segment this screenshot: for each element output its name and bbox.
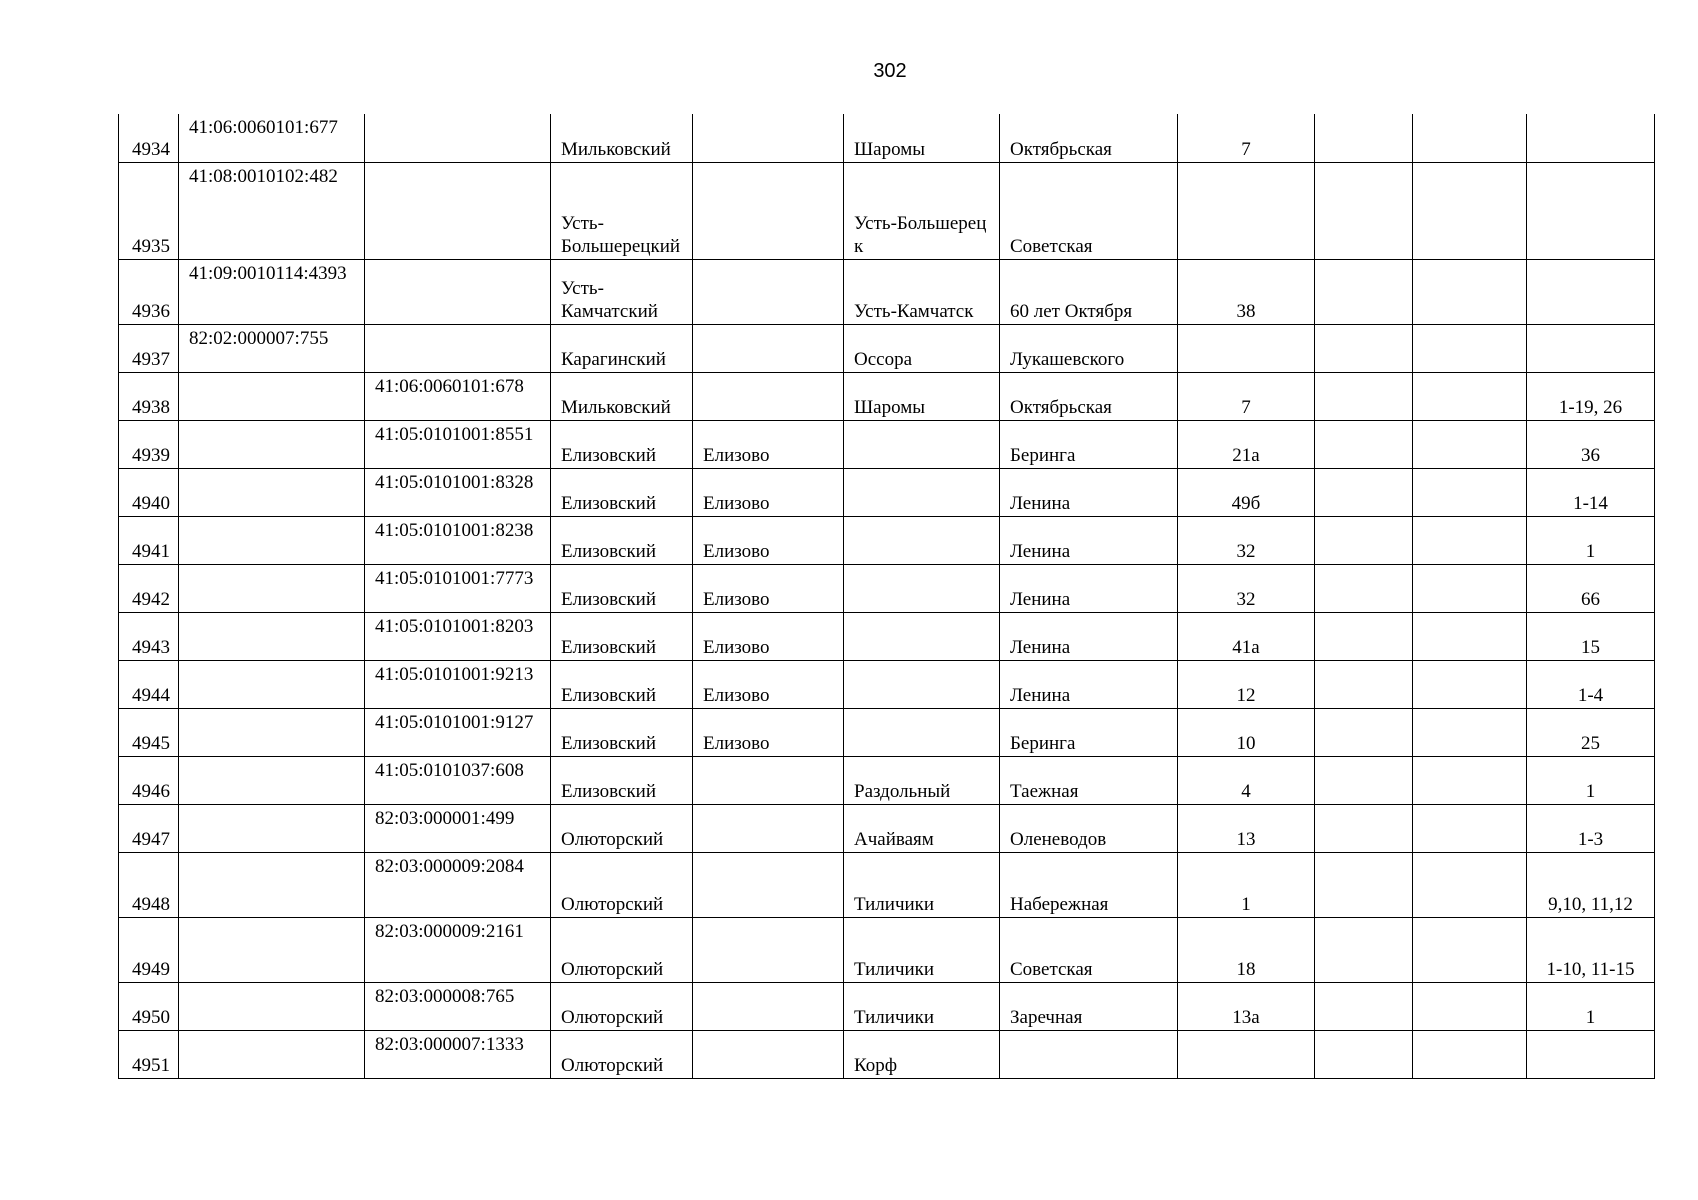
row-number: 4939 <box>119 420 179 468</box>
building-cell <box>1315 114 1413 162</box>
building-cell <box>1315 259 1413 324</box>
district-cell: Елизовский <box>551 612 693 660</box>
district-cell: Олюторский <box>551 852 693 917</box>
house-cell: 1 <box>1178 852 1315 917</box>
table-row <box>119 516 1655 564</box>
street-cell: Беринга <box>1000 420 1178 468</box>
cadastral-number-premises <box>365 162 551 259</box>
district-cell: Елизовский <box>551 708 693 756</box>
district-cell: Усть-Камчатский <box>551 259 693 324</box>
district-cell: Елизовский <box>551 756 693 804</box>
table-row <box>119 259 1655 324</box>
flat-cell: 1 <box>1527 756 1655 804</box>
city-cell: Елизово <box>693 564 844 612</box>
settlement-cell <box>844 420 1000 468</box>
table-row <box>119 982 1655 1030</box>
house-cell: 13а <box>1178 982 1315 1030</box>
flat-cell: 66 <box>1527 564 1655 612</box>
cadastral-number-premises: 82:03:000001:499 <box>365 804 551 852</box>
house-cell <box>1178 1030 1315 1078</box>
district-cell: Олюторский <box>551 982 693 1030</box>
district-cell: Олюторский <box>551 917 693 982</box>
city-cell <box>693 982 844 1030</box>
settlement-cell <box>844 708 1000 756</box>
street-cell: Оленеводов <box>1000 804 1178 852</box>
page-number: 302 <box>873 60 907 82</box>
flat-cell: 36 <box>1527 420 1655 468</box>
structure-cell <box>1413 756 1527 804</box>
row-number: 4947 <box>119 804 179 852</box>
cadastral-number-building <box>179 612 365 660</box>
structure-cell <box>1413 468 1527 516</box>
street-cell: Лукашевского <box>1000 324 1178 372</box>
building-cell <box>1315 564 1413 612</box>
house-cell: 18 <box>1178 917 1315 982</box>
city-cell <box>693 804 844 852</box>
building-cell <box>1315 917 1413 982</box>
structure-cell <box>1413 114 1527 162</box>
table-row <box>119 162 1655 259</box>
cadastral-number-building <box>179 1030 365 1078</box>
street-cell: Ленина <box>1000 468 1178 516</box>
flat-cell: 1-4 <box>1527 660 1655 708</box>
settlement-cell <box>844 564 1000 612</box>
cadastral-number-premises <box>365 114 551 162</box>
city-cell <box>693 259 844 324</box>
street-cell: Беринга <box>1000 708 1178 756</box>
building-cell <box>1315 516 1413 564</box>
table-row <box>119 1030 1655 1078</box>
cadastral-number-building <box>179 982 365 1030</box>
flat-cell: 1 <box>1527 982 1655 1030</box>
table-row <box>119 564 1655 612</box>
building-cell <box>1315 324 1413 372</box>
building-cell <box>1315 852 1413 917</box>
street-cell: Ленина <box>1000 660 1178 708</box>
structure-cell <box>1413 852 1527 917</box>
cadastral-number-premises: 82:03:000009:2084 <box>365 852 551 917</box>
structure-cell <box>1413 917 1527 982</box>
house-cell: 21а <box>1178 420 1315 468</box>
cadastral-number-premises: 41:05:0101037:608 <box>365 756 551 804</box>
house-cell: 49б <box>1178 468 1315 516</box>
house-cell: 12 <box>1178 660 1315 708</box>
table-row <box>119 372 1655 420</box>
district-cell: Усть-Большерецкий <box>551 162 693 259</box>
row-number: 4945 <box>119 708 179 756</box>
building-cell <box>1315 612 1413 660</box>
structure-cell <box>1413 612 1527 660</box>
table-row <box>119 917 1655 982</box>
table-row <box>119 612 1655 660</box>
district-cell: Елизовский <box>551 420 693 468</box>
structure-cell <box>1413 324 1527 372</box>
cadastral-number-building <box>179 804 365 852</box>
structure-cell <box>1413 660 1527 708</box>
building-cell <box>1315 804 1413 852</box>
row-number: 4951 <box>119 1030 179 1078</box>
city-cell <box>693 852 844 917</box>
street-cell: Заречная <box>1000 982 1178 1030</box>
row-number: 4936 <box>119 259 179 324</box>
city-cell <box>693 324 844 372</box>
cadastral-number-premises: 41:05:0101001:9127 <box>365 708 551 756</box>
settlement-cell <box>844 516 1000 564</box>
city-cell: Елизово <box>693 612 844 660</box>
structure-cell <box>1413 516 1527 564</box>
flat-cell: 9,10, 11,12 <box>1527 852 1655 917</box>
cadastral-number-building <box>179 468 365 516</box>
cadastral-number-premises: 41:05:0101001:8203 <box>365 612 551 660</box>
cadastral-number-premises: 41:05:0101001:7773 <box>365 564 551 612</box>
city-cell <box>693 162 844 259</box>
settlement-cell: Раздольный <box>844 756 1000 804</box>
table-row <box>119 468 1655 516</box>
district-cell: Елизовский <box>551 468 693 516</box>
building-cell <box>1315 162 1413 259</box>
structure-cell <box>1413 982 1527 1030</box>
city-cell: Елизово <box>693 468 844 516</box>
row-number: 4940 <box>119 468 179 516</box>
district-cell: Елизовский <box>551 516 693 564</box>
street-cell: 60 лет Октября <box>1000 259 1178 324</box>
structure-cell <box>1413 804 1527 852</box>
flat-cell: 25 <box>1527 708 1655 756</box>
structure-cell <box>1413 1030 1527 1078</box>
district-cell: Елизовский <box>551 660 693 708</box>
settlement-cell: Ачайваям <box>844 804 1000 852</box>
street-cell: Ленина <box>1000 564 1178 612</box>
cadastral-number-premises: 82:03:000007:1333 <box>365 1030 551 1078</box>
cadastral-number-building <box>179 917 365 982</box>
cadastral-number-building: 41:09:0010114:4393 <box>179 259 365 324</box>
building-cell <box>1315 708 1413 756</box>
district-cell: Мильковский <box>551 372 693 420</box>
house-cell: 7 <box>1178 372 1315 420</box>
row-number: 4944 <box>119 660 179 708</box>
building-cell <box>1315 468 1413 516</box>
settlement-cell <box>844 612 1000 660</box>
house-cell: 13 <box>1178 804 1315 852</box>
flat-cell: 1-10, 11-15 <box>1527 917 1655 982</box>
cadastral-number-building: 41:06:0060101:677 <box>179 114 365 162</box>
building-cell <box>1315 372 1413 420</box>
building-cell <box>1315 1030 1413 1078</box>
city-cell: Елизово <box>693 708 844 756</box>
city-cell <box>693 114 844 162</box>
table-row <box>119 756 1655 804</box>
row-number: 4935 <box>119 162 179 259</box>
cadastral-number-premises: 41:05:0101001:8551 <box>365 420 551 468</box>
structure-cell <box>1413 372 1527 420</box>
cadastral-number-premises <box>365 259 551 324</box>
city-cell <box>693 372 844 420</box>
city-cell <box>693 917 844 982</box>
district-cell: Мильковский <box>551 114 693 162</box>
flat-cell <box>1527 162 1655 259</box>
street-cell: Советская <box>1000 917 1178 982</box>
cadastral-number-building <box>179 852 365 917</box>
flat-cell: 1 <box>1527 516 1655 564</box>
structure-cell <box>1413 162 1527 259</box>
registry-body <box>119 114 1655 1078</box>
flat-cell <box>1527 324 1655 372</box>
settlement-cell <box>844 468 1000 516</box>
street-cell: Таежная <box>1000 756 1178 804</box>
structure-cell <box>1413 420 1527 468</box>
cadastral-number-premises: 41:06:0060101:678 <box>365 372 551 420</box>
cadastral-number-building <box>179 420 365 468</box>
cadastral-number-premises: 41:05:0101001:8328 <box>365 468 551 516</box>
settlement-cell: Тиличики <box>844 917 1000 982</box>
structure-cell <box>1413 708 1527 756</box>
district-cell: Карагинский <box>551 324 693 372</box>
table-row <box>119 420 1655 468</box>
house-cell <box>1178 324 1315 372</box>
district-cell: Олюторский <box>551 1030 693 1078</box>
structure-cell <box>1413 564 1527 612</box>
cadastral-number-premises <box>365 324 551 372</box>
table-row <box>119 852 1655 917</box>
street-cell: Ленина <box>1000 612 1178 660</box>
city-cell <box>693 756 844 804</box>
street-cell: Советская <box>1000 162 1178 259</box>
structure-cell <box>1413 259 1527 324</box>
flat-cell <box>1527 114 1655 162</box>
row-number: 4937 <box>119 324 179 372</box>
cadastral-number-building <box>179 372 365 420</box>
cadastral-number-premises: 82:03:000008:765 <box>365 982 551 1030</box>
flat-cell: 15 <box>1527 612 1655 660</box>
table-row <box>119 660 1655 708</box>
house-cell: 41а <box>1178 612 1315 660</box>
city-cell: Елизово <box>693 660 844 708</box>
building-cell <box>1315 660 1413 708</box>
street-cell: Ленина <box>1000 516 1178 564</box>
row-number: 4950 <box>119 982 179 1030</box>
street-cell <box>1000 1030 1178 1078</box>
city-cell: Елизово <box>693 516 844 564</box>
cadastral-number-building <box>179 756 365 804</box>
settlement-cell: Усть-Большерецк <box>844 162 1000 259</box>
city-cell <box>693 1030 844 1078</box>
cadastral-number-premises: 82:03:000009:2161 <box>365 917 551 982</box>
settlement-cell: Усть-Камчатск <box>844 259 1000 324</box>
street-cell: Октябрьская <box>1000 114 1178 162</box>
district-cell: Олюторский <box>551 804 693 852</box>
cadastral-number-premises: 41:05:0101001:8238 <box>365 516 551 564</box>
house-cell: 10 <box>1178 708 1315 756</box>
property-registry-table <box>118 114 1655 1079</box>
flat-cell: 1-14 <box>1527 468 1655 516</box>
row-number: 4946 <box>119 756 179 804</box>
row-number: 4943 <box>119 612 179 660</box>
house-cell: 38 <box>1178 259 1315 324</box>
house-cell: 32 <box>1178 516 1315 564</box>
flat-cell <box>1527 1030 1655 1078</box>
flat-cell: 1-19, 26 <box>1527 372 1655 420</box>
row-number: 4941 <box>119 516 179 564</box>
cadastral-number-building <box>179 516 365 564</box>
house-cell: 4 <box>1178 756 1315 804</box>
settlement-cell: Корф <box>844 1030 1000 1078</box>
street-cell: Октябрьская <box>1000 372 1178 420</box>
table-row <box>119 804 1655 852</box>
settlement-cell: Тиличики <box>844 852 1000 917</box>
building-cell <box>1315 982 1413 1030</box>
cadastral-number-premises: 41:05:0101001:9213 <box>365 660 551 708</box>
district-cell: Елизовский <box>551 564 693 612</box>
flat-cell <box>1527 259 1655 324</box>
street-cell: Набережная <box>1000 852 1178 917</box>
cadastral-number-building <box>179 564 365 612</box>
cadastral-number-building: 82:02:000007:755 <box>179 324 365 372</box>
house-cell: 32 <box>1178 564 1315 612</box>
settlement-cell <box>844 660 1000 708</box>
row-number: 4949 <box>119 917 179 982</box>
settlement-cell: Шаромы <box>844 114 1000 162</box>
building-cell <box>1315 420 1413 468</box>
cadastral-number-building <box>179 708 365 756</box>
table-row <box>119 324 1655 372</box>
cadastral-number-building: 41:08:0010102:482 <box>179 162 365 259</box>
row-number: 4934 <box>119 114 179 162</box>
house-cell: 7 <box>1178 114 1315 162</box>
cadastral-number-building <box>179 660 365 708</box>
row-number: 4938 <box>119 372 179 420</box>
house-cell <box>1178 162 1315 259</box>
flat-cell: 1-3 <box>1527 804 1655 852</box>
table-row <box>119 708 1655 756</box>
building-cell <box>1315 756 1413 804</box>
city-cell: Елизово <box>693 420 844 468</box>
row-number: 4942 <box>119 564 179 612</box>
settlement-cell: Тиличики <box>844 982 1000 1030</box>
settlement-cell: Шаромы <box>844 372 1000 420</box>
settlement-cell: Оссора <box>844 324 1000 372</box>
row-number: 4948 <box>119 852 179 917</box>
table-row <box>119 114 1655 162</box>
